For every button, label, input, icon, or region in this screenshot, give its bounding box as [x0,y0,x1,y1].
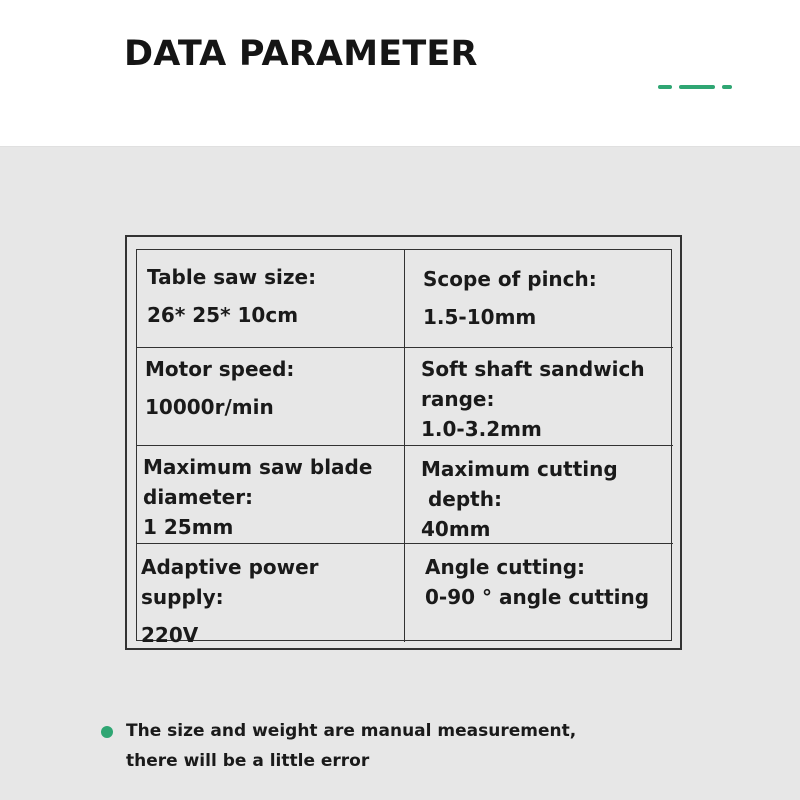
param-label-line: diameter: [143,485,254,509]
param-label: Adaptive power supply: [141,555,319,609]
param-label-line: Maximum cutting [421,457,618,481]
page-title: DATA PARAMETER [124,34,478,74]
param-cell-soft-shaft-sandwich-range [405,348,673,446]
param-cell-angle-cutting [405,544,673,642]
accent-dash-end [722,85,732,89]
param-label: Motor speed: [145,357,295,381]
param-cell-max-saw-blade-diameter [137,446,405,544]
param-value: 220V [141,623,199,647]
param-label-line: range: [421,387,495,411]
note-line: there will be a little error [126,751,370,771]
param-value: 40mm [421,517,491,541]
param-cell-motor-speed [137,348,405,446]
param-label: Scope of pinch: [423,267,597,291]
measurement-note [126,716,726,776]
header [0,0,800,147]
param-label: Angle cutting: [425,555,586,579]
param-label-line: Soft shaft sandwich [421,357,645,381]
param-value: 10000r/min [145,395,274,419]
param-cell-table-saw-size [137,250,405,348]
param-label-line: depth: [421,487,502,511]
param-cell-scope-of-pinch [405,250,673,348]
note-line: The size and weight are manual measurement, [126,721,577,741]
param-label-line: Maximum saw blade [143,455,373,479]
param-value: 0-90 ° angle cutting [425,585,650,609]
bullet-dot-icon [101,726,113,738]
param-cell-adaptive-power-supply [137,544,405,647]
param-value: 1.5-10mm [423,305,537,329]
param-label: Table saw size: [147,265,317,289]
param-cell-max-cutting-depth [405,446,673,544]
accent-dash-short [658,85,672,89]
parameter-table [136,249,672,647]
accent-dash-long [679,85,715,89]
param-value: 26* 25* 10cm [147,303,299,327]
param-value: 1 25mm [143,515,234,539]
param-value: 1.0-3.2mm [421,417,542,441]
